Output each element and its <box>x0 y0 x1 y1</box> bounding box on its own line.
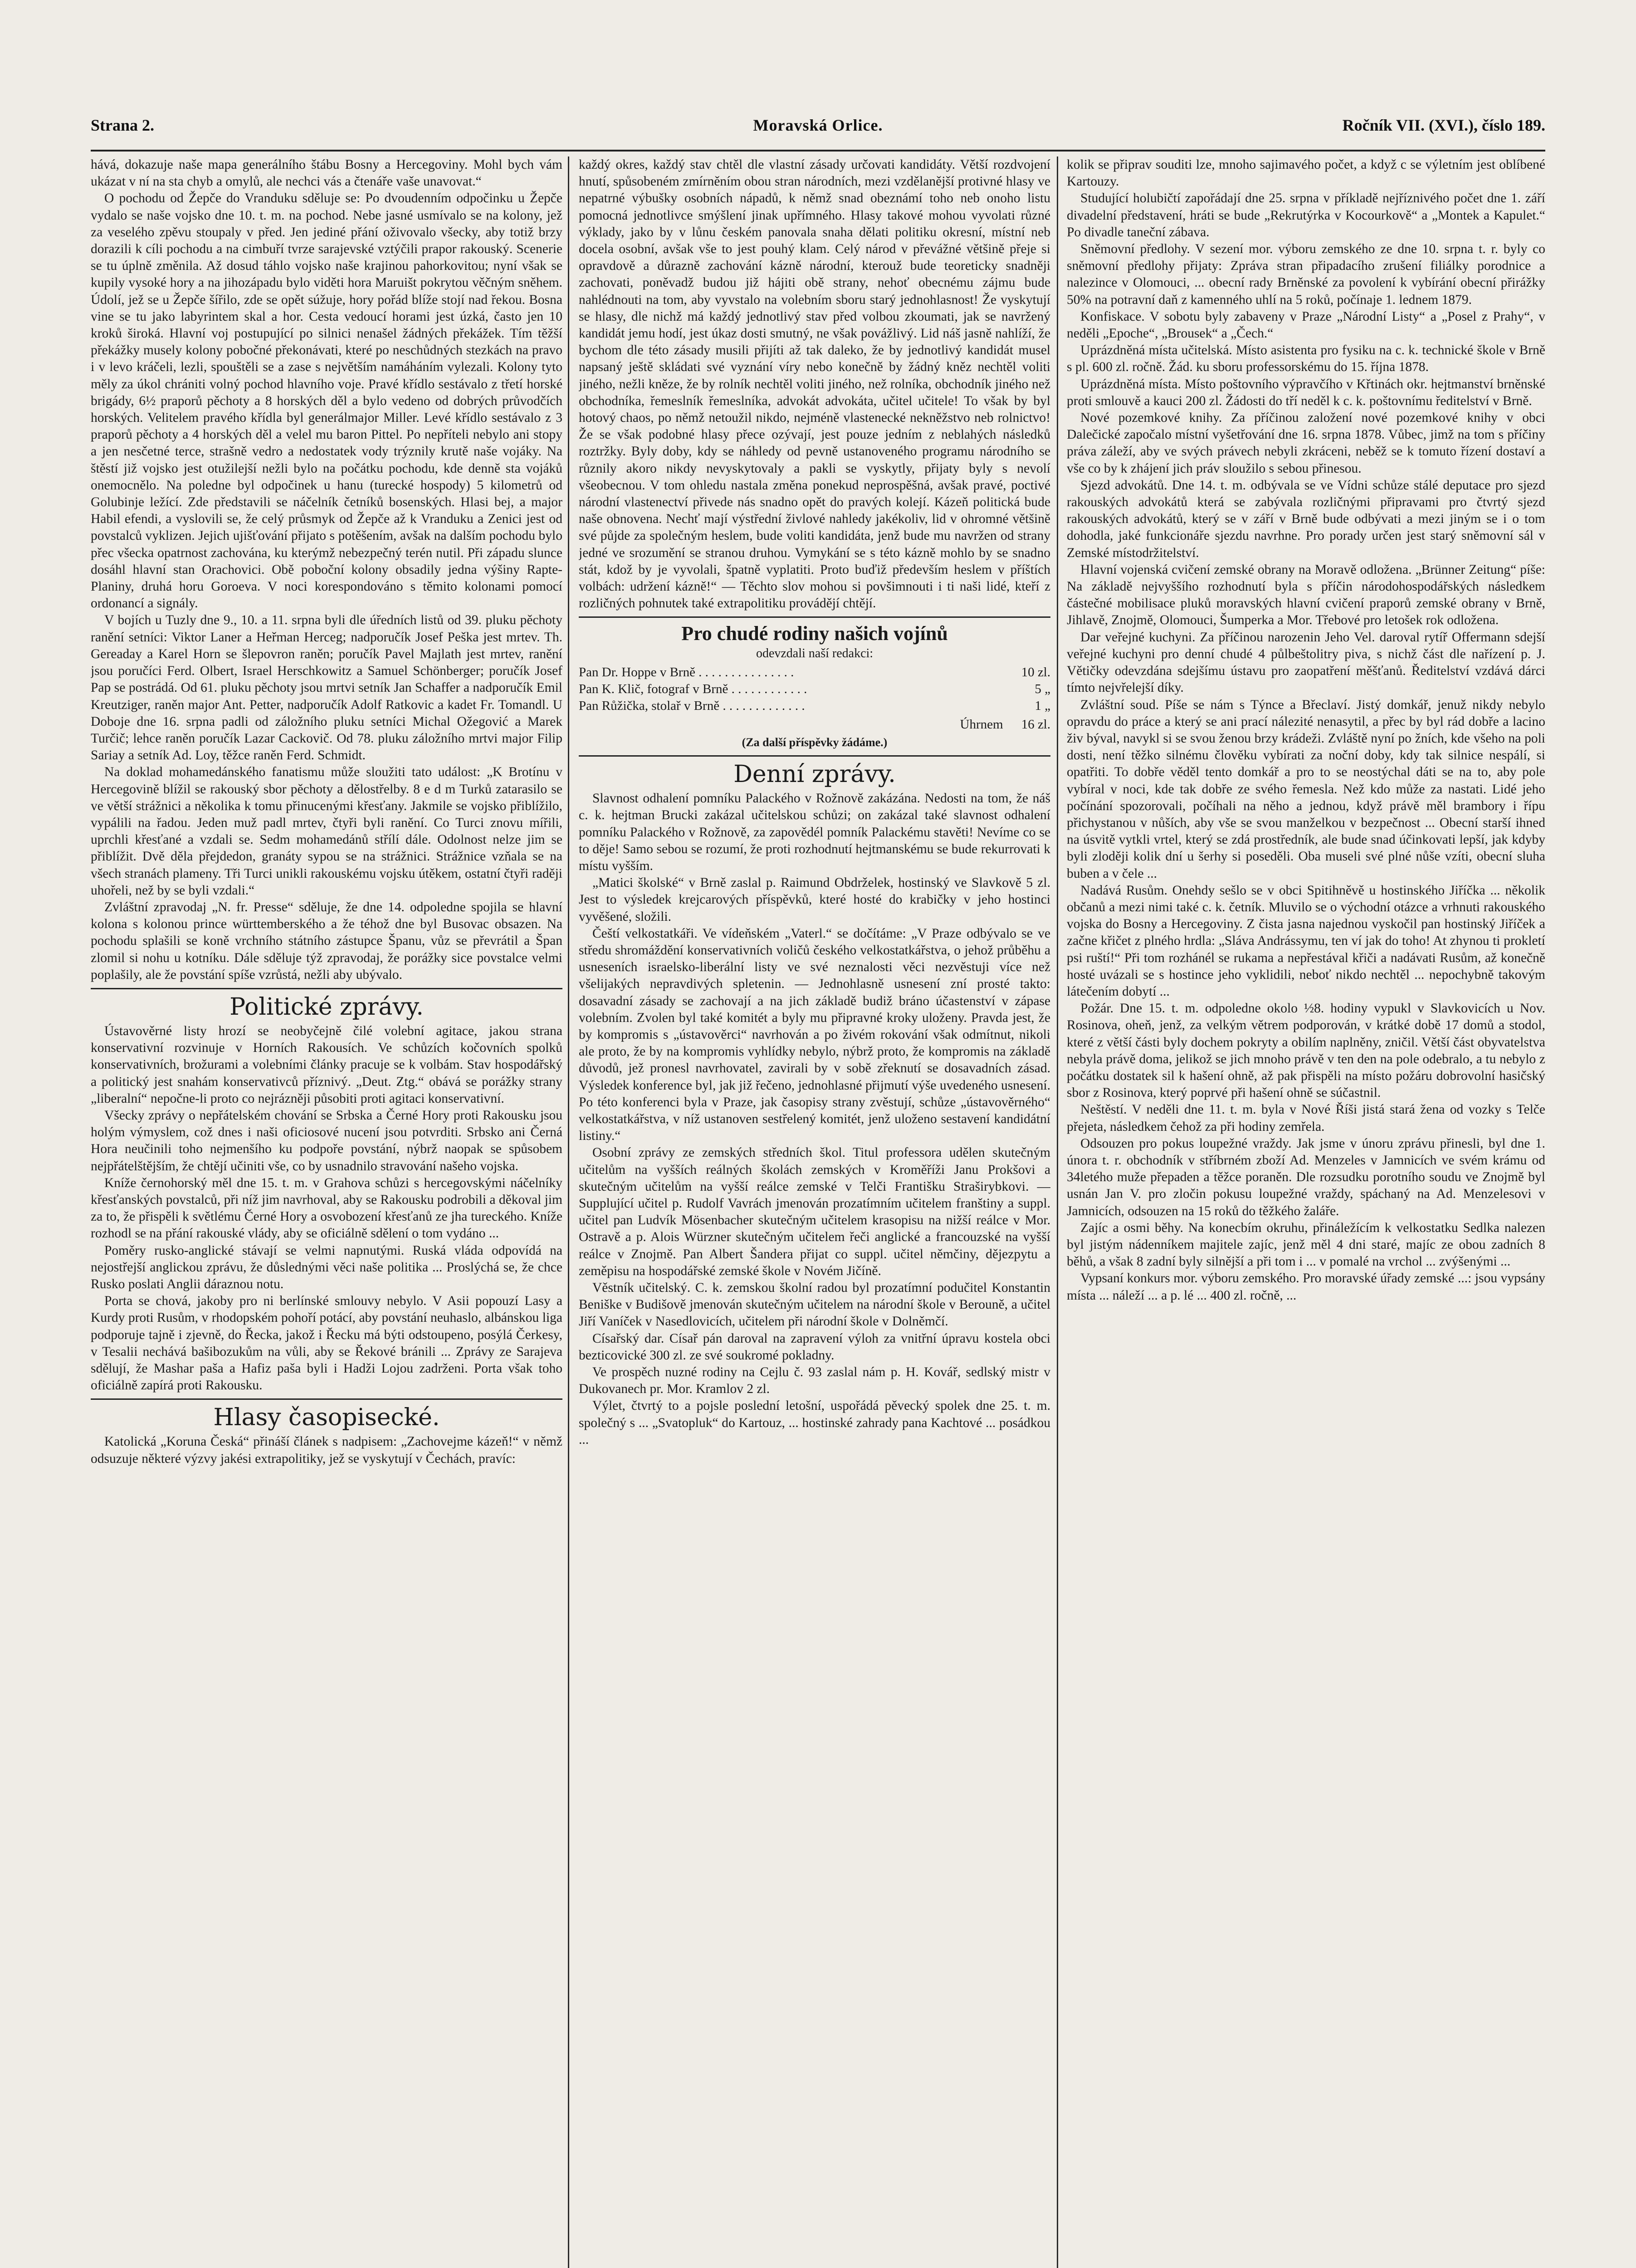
paragraph: Čeští velkostatkáři. Ve vídeňském „Vaterl.“ se dočítáme: „V Praze odbývalo se ve středu shromáždění konservativních voličů českého velkostatkářstva, o jehož průběhu a usneseních israelsko-liberální listy ve své neznalosti věci nezvěstuji více než všelijakých nepravdivých spletenin. — Jednohlasně usnesení zní prosté takto: dosavadní zásady se zachovají a na jich základě budiž bráno účastenství v zápase volebním. Zvolen byl také komitét a byly mu připravné kroky uloženy. Pravda jest, že by kompromis s „ústavověrci“ navrhován a po živém rokování však odmítnut, nikoli ale proto, že by na kompromis vyhlídky nebylo, nýbrž proto, že kompromis na základě důvodů, jež pronesl navrhovatel, zavirali by v sobě zřeknutí se dosavadních zásad. Výsledek konference byl, jak již řečeno, jednohlasné přijmutí výše uvedeného usnesení. Po této konferenci byla v Praze, jak časopisy strany zvěstují, schůze „ústavověrného“ velkostatkářstva, v níž ustanoven sestřelený komitét, jenž uloženo sestavení kandidátní listiny.“ <box>579 926 1050 1144</box>
section-heading-denni: Denní zprávy. <box>733 761 896 788</box>
paragraph: Požár. Dne 15. t. m. odpoledne okolo ½8. hodiny vypukl v Slavkovicích u Nov. Rosinova, oheň, jenž, za velkým větrem podporován, v krátké době 17 domů a stodol, které z větší části byly dochem pokryty a obilím naplněny, zničil. Větší část obyvatelstva nebyla právě doma, jelikož se jich mnoho právě v ten den na pole odebralo, a tu nebylo z počátku dostatek sil k hašení ohně, až pak přispěli na místo požáru dobrovolní hasičský sbor z Rosinova, který poprvé při hašení ohně se súčastnil. <box>1067 1001 1545 1100</box>
paragraph: Katolická „Koruna Česká“ přináší článek s nadpisem: „Zachovejme kázeň!“ v němž odsuzuje některé výzvy jakési extrapolitiky, jež se vyskytují v Čechách, pravíc: <box>91 1434 562 1466</box>
paragraph: Porta se chová, jakoby pro ni berlínské smlouvy nebylo. V Asii popouzí Lasy a Kurdy proti Rusům, v rhodopském pohoří potácí, aby povstání neuhaslo, albánskou liga podporuje tajně i zjevně, do Řecka, jakož i Řecku má býti odstoupeno, posýlá Čerkesy, v Tesalii nechává bašibozukům na vůli, aby se Řekové bránili ... Zprávy ze Sarajeva sdělují, že Mashar paša a Hafiz paša byli i Hadži Lojou zadrženi. Porta však toho oficiálně zapírá proti Rakousku. <box>91 1294 562 1393</box>
section-rule <box>91 988 562 989</box>
paragraph: Zvláštní zpravodaj „N. fr. Presse“ sděluje, že dne 14. odpoledne spojila se hlavní kolona s kolonou prince württemberského a že téhož dne byl Busovac obsazen. Na pochodu splašili se koně vrchního státního zástupce Španu, vůz se převrátil a Špan zlomil si nohu u kotníku. Dále sděluje týž zpravodaj, že porážky sice povstalce velmi poplašily, ale že povstání spíše vzrůstá, nežli aby ubývalo. <box>91 899 562 982</box>
paragraph: Věstník učitelský. C. k. zemskou školní radou byl prozatímní podučitel Konstantin Beniške v Budišově jmenován skutečným učitelem na národní škole v Berouně, a učitel Jiří Vaníček v Nasedlovicích, učitelem při národní škole v Dolněmčí. <box>579 1280 1050 1329</box>
paragraph: hává, dokazuje naše mapa generálního štábu Bosny a Hercegoviny. Mohl bych vám ukázat v ní na sta chyb a omylů, ale nechci vás a čtenáře vaše unavovat.“ <box>91 157 562 189</box>
paragraph: Hlavní vojenská cvičení zemské obrany na Moravě odložena. „Brünner Zeitung“ píše: Na základě nejvyššího rozhodnutí byla s příčin národohospodářských následkem částečné mobilisace pluků moravských hlavní cvičení praporů zemské obrany v Brně, Jihlavě, Znojmě, Olomouci, Šumperka a Mor. Třebové pro letošek rok odložena. <box>1067 562 1545 628</box>
column-divider <box>568 156 569 2268</box>
donation-row <box>579 698 1050 714</box>
paragraph: Vypsaní konkurs mor. výboru zemského. Pro moravské úřady zemské ...: jsou vypsány místa ... náleží ... a p. lé ... 400 zl. ročně, ... <box>1067 1271 1545 1303</box>
paragraph: Osobní zprávy ze zemských středních škol. Titul professora udělen skutečným učitelům na vyšších reálných školách zemských v Kroměříži Janu Prokšovi a skutečným učitelům na vyšší reálce zemské v Telči Františku Straširybkovi. — Supplující učitel p. Rudolf Vavrách jmenován prozatímním učitelem franštiny a suppl. učitel pan Ludvík Mösenbacher skutečným učitelem krasopisu na nižší reálce v Mor. Ostravě a p. Alois Würzner skutečným učitelem řeči anglické a francouzské na vyšší reálce v Znojmě. Pan Albert Šandera přijat co suppl. učitel němčiny, dějezpytu a zeměpisu na hospodářské zemské škole v Novém Jičíně. <box>579 1145 1050 1278</box>
section-heading-hlasy: Hlasy časopisecké. <box>213 1404 440 1432</box>
paragraph: Neštěstí. V neděli dne 11. t. m. byla v Nové Říši jistá stará žena od vozky s Telče přejeta, následkem čehož za při hodiny zemřela. <box>1067 1102 1545 1134</box>
paragraph: Na doklad mohamedánského fanatismu může sloužiti tato událost: „K Brotínu v Hercegovině blížil se rakouský sbor pěchoty a dělostřelby. 8 e d m Turků zatarasilo se ve větší strážnici a několika k tomu přinucenými křesťany. Jakmile se vojsko přiblížilo, vypálili na řadou. Jeden muž padl mrtev, čtyři byli ranění. Co Turci znovu mířili, uprchli křesťané a vzdali se. Sedm mohamedánů střílí dále. Odolnost nelze jim se přiblížit. Dvě děla přejdedon, granáty sypou se na strážnici. Strážnice vzňala se na všech stranách plameny. Tři Turci unikli rakouskému vojsku útěkem, ostatní čtyři raději uhořeli, než by se byli vzdali.“ <box>91 765 562 898</box>
paragraph: Kníže černohorský měl dne 15. t. m. v Grahova schůzi s hercegovskými náčelníky křesťanských povstalců, při níž jim navrhoval, aby se Rakousku podrobili a děkoval jim za to, že přispěli k světlému Černé Hory a osvobození křesťanů ze jha tureckého. Kníže rozhodl se na přání rakouské vlády, aby se oficiálně sdělení o tom vydáno ... <box>91 1175 562 1241</box>
paragraph: Slavnost odhalení pomníku Palackého v Rožnově zakázána. Nedosti na tom, že náš c. k. hejtman Brucki zakázal učitelskou schůzi; on zakázal také slavnost odhalení pomníku Palackého v Rožnově, za zapovědél pomník Palackému stavěti! Nevíme co se to děje! Samo sebou se rozumí, že proti rozhodnutí hejtmanskému se bude rekurrovati k místu vyšším. <box>579 791 1050 873</box>
paragraph: Nové pozemkové knihy. Za příčinou založení nové pozemkové knihy v obci Dalečické započalo místní vyšetřování dne 16. srpna 1878. Vůbec, jimž na tom s příčiny práva záleží, aby ve svých právech nebyli zkráceni, neběž se k tomuto řízení dostaví a vše co by k zhájení jich práv sloužilo s sebou přinesou. <box>1067 411 1545 476</box>
paragraph: kolik se připrav souditi lze, mnoho sajimavého počet, a když c se výletním jest oblíbené Kartouzy. <box>1067 157 1545 189</box>
donations-total <box>579 716 1050 733</box>
section-rule <box>579 755 1050 757</box>
donation-amount: 10 zl. <box>1021 665 1050 679</box>
paragraph: Výlet, čtvrtý to a pojsle poslední letošní, uspořádá pěvecký spolek dne 25. t. m. společný s ... „Svatopluk“ do Kartouz, ... hostinské zahrady pana Kachtové ... posádkou ... <box>579 1398 1050 1447</box>
donation-row <box>579 681 1050 698</box>
column-divider <box>1057 156 1058 2268</box>
paragraph: Nadává Rusům. Onehdy sešlo se v obci Spitihněvě u hostinského Jiříčka ... několik občanů a mezi nimi také c. k. četník. Mluvilo se o východní otázce a vrhnuti rakouského vojska do Bosny a Hercegoviny. Z čista jasna najednou vyskočil pan hostinský Jiříček a začne křičet z plného hrdla: „Sláva Andrássymu, ten ví jak do toho! At zhynou ti prokletí psi ruští!“ Při tom rozhánél se rukama a nepřestával křiči a nadávati Rusům, až konečně hosté uvázali se s hostince jeho vyklidili, neboť nikdo nechtěl ... nepochybně takovým látečením dobytí ... <box>1067 883 1545 999</box>
donation-amount: 1 „ <box>1035 698 1050 713</box>
column-1 <box>91 156 562 2268</box>
section-heading-politicke: Politické zprávy. <box>230 993 424 1021</box>
donor-name: Pan Dr. Hoppe v Brně . . . . . . . . . . . . . . . <box>579 665 794 679</box>
page-number: Strana 2. <box>91 116 155 134</box>
paragraph: Všecky zprávy o nepřátelském chování se Srbska a Černé Hory proti Rakousku jsou holým výmyslem, což dnes i naši oficiosové nucení jsou potvrditi. Srbsko ani Černá Hora neučinili toho nejmenšího ku podpoře povstání, nýbrž naopak se spůsobem nejpřátelštějším, že chtějí učiniti vše, co by usnadnilo stravování našeho vojska. <box>91 1108 562 1173</box>
donation-row <box>579 664 1050 681</box>
paragraph: Ústavověrné listy hrozí se neobyčejně čilé volební agitace, jakou strana konservativní rozvinuje v Horních Rakousích. Ve schůzích kočovních spolků konservativních, brožurami a volebními články pracuje se k volbám. Stav hospodářský a politický jest snahám konservativců příznivý. „Deut. Ztg.“ obává se porážky strany „liberalní“ nepočne-li proto co nejrázněji působiti proti agitaci konservativní. <box>91 1023 562 1106</box>
paragraph: Ve prospěch nuzné rodiny na Cejlu č. 93 zaslal nám p. H. Kovář, sedlský mistr v Dukovanech pr. Mor. Kramlov 2 zl. <box>579 1365 1050 1397</box>
page-header <box>91 116 1545 147</box>
donation-amount: 5 „ <box>1035 681 1050 696</box>
paragraph: Uprázdněná místa. Místo poštovního výpravčího v Křtinách okr. hejtmanství brněnské proti smlouvě a kauci 200 zl. Žádosti do tří neděl k c. k. poštovnímu ředitelství v Brně. <box>1067 376 1545 408</box>
paragraph: Zvláštní soud. Píše se nám s Týnce a Břeclaví. Jistý domkář, jenuž nikdy nebylo opravdu do práce a který se ani prací nálezité nenasytil, a přec by byl rád dobře a lacino živ býval, navykl si se svou ženou brzy krádeži. Zvláště nyní po žních, kde všeho na poli dosti, není těžko silnému člověku vybírati za noční doby, kdy tak silnice nespálí, si opatřiti. To dobře věděl tento domkář a pro to se neostýchal dáti se na to, aby pole vybíral v noci, kde tak dobře ze svého řemesla. Než kdo může za nastati. Lidé jeho počínání spozorovali, počíhali na něho a jednou, když právě měl brambory i řípu přichystanou v nůších, aby vše se svou manželkou v bezpečnost ... Obecní starší ihned na úsvitě vytkli vrtel, který se zdá prostředník, ale bude snad účinkovati lepší, jak kdyby byli zloději kolik dní u šerhy si poseděli. Oba museli své plné nůše vzíti, obecní sluha buben a v čele ... <box>1067 697 1545 881</box>
donor-name: Pan Růžička, stolař v Brně . . . . . . . . . . . . . <box>579 698 805 713</box>
paragraph: Císařský dar. Císař pán daroval na zapravení výloh za vnitřní úpravu kostela obci bezticovické 300 zl. ze své soukromé pokladny. <box>579 1331 1050 1363</box>
paragraph: Konfiskace. V sobotu byly zabaveny v Praze „Národní Listy“ a „Posel z Prahy“, v neděli „Epoche“, „Brousek“ a „Čech.“ <box>1067 309 1545 341</box>
donations-box <box>579 622 1050 751</box>
donations-note: (Za další příspěvky žádáme.) <box>742 735 888 749</box>
paragraph: Odsouzen pro pokus loupežné vraždy. Jak jsme v únoru zprávu přinesli, byl dne 1. února t. r. obchodník v stříbrném zboží Ad. Menzeles v Jamnicích ve svém krámu od 34letého muže přepaden a těžce poraněn. Dle rozsudku porotního soudu ve Znojmě byl usnán Jan V. pro zločin pokusu loupežné vraždy, spáchaný na Ad. Menzelesovi v Jamnicích, odsouzen na 15 roků do těžkého žaláře. <box>1067 1136 1545 1218</box>
column-3 <box>1067 156 1545 2268</box>
header-rule <box>91 150 1545 152</box>
total-label: Úhrnem <box>960 717 1003 732</box>
section-rule <box>91 1398 562 1400</box>
paragraph: O pochodu od Žepče do Vranduku sděluje se: Po dvoudenním odpočinku u Žepče vydalo se naše vojsko dne 10. t. m. na pochod. Nebe jasné usmívalo se na kolony, jež za veselého zpěvu stoupaly v před. Jen jediné přání oživovalo všecky, aby totiž brzy dorazili k cíli pochodu a na cimbuří tvrze sarajevské vztýčili prapor rakouský. Scenerie se tu úplně změnila. Až dosud táhlo vojsko naše krajinou pahorkovitou; nyní však se kupily vysoké hory a na jihozápadu bylo viděti hora Maruišt pokrytou věčným sněhem. Údolí, jež se u Žepče šířilo, zde se opět súžuje, hory pořád blíže stojí nad řekou. Bosna vine se tu jako labyrintem skal a hor. Cesta vedoucí horami jest úzká, často jen 10 kroků široká. Hlavní voj postupující po silnici nenašel žádných překážek. Tím těžší překážky musely kolony pobočné překonávati, které po neschůdných stezkách na pravo i v levo kráčeli, lezli, spouštěli se a zase s největším namáháním vylezali. Kolony tyto měly za úkol chrániti volný pochod hlavního voje. Pravé křídlo sestávalo z třetí horské brigády, 6½ praporů pěchoty a 8 horských děl a bylo vedeno od dobrých průvodčích horských. Velitelem pravého křídla byl generálmajor Miller. Levé křídlo sestávalo z 3 praporů pěchoty a 4 horských děl a velel mu baron Pittel. Po nepříteli nebylo ani stopy a jen nesčetné terce, strašně vedro a nedostatek vody trýznily krutě naše vojáky. Na štěstí již vojsko jest otužilejší nežli bylo na počátku pochodu, kde denně sta vojáků onemocnělo. Na poledne byl odpočinek u hanu (turecké hospody) 5 kilometrů od Golubinje ležící. Zde představili se náčelník četníků bosenských. Hlasi bej, a major Habil efendi, a vyslovili se, že celý průsmyk od Žepče až k Vranduku a Zenici jest od povstalců vyklizen. Jejich ujišťování přijato s potěšením, avšak na dalším pochodu bylo přec všecka opatrnost zachována, ku kterýmž nebezpečný terén nutil. Při západu slunce dosáhl hlavní stan Orachovici. Obě poboční kolony obsadily jedna výšiny Rapte-Planiny, druhá horu Goroeva. V noci korespondováno s těmito kolonami pomocí ordonancí a signály. <box>91 191 562 611</box>
donor-name: Pan K. Klič, fotograf v Brně . . . . . . . . . . . . <box>579 681 807 696</box>
masthead-title: Moravská Orlice. <box>753 116 883 134</box>
paragraph: Studující holubičtí zapořádají dne 25. srpna v příkladě nejříznivého počet dne 1. září divadelní představení, hráti se bude „Rekrutýrka v Kocourkově“ a „Montek a Kapulet.“ Po divadle taneční zábava. <box>1067 191 1545 240</box>
paragraph: Dar veřejné kuchyni. Za příčinou narozenin Jeho Vel. daroval rytíř Offermann sdejší veřejné kuchyni pro denní chudé 4 půlbeštolitry piva, s nichž část dle nařízení p. J. Větičky odevzdána sdejšímu ústavu pro zaopatření měšťanů. Ředitelství vzdává dárci tímto nejvřelejší díky. <box>1067 630 1545 695</box>
volume-issue: Ročník VII. (XVI.), číslo 189. <box>1342 116 1545 134</box>
paragraph: Sjezd advokátů. Dne 14. t. m. odbývala se ve Vídni schůze stálé deputace pro sjezd rakouských advokátů která se zabývala rozličnými připravami pro čtvrtý sjezd rakouských advokátů, který se v září v Brně bude odbývati a mezi jiným se i o tom dohodla, jaké funkcionáře sjezdu navrhne. Pro porady určen jest starý sněmovní sál v Zemské místodržitelství. <box>1067 478 1545 560</box>
paragraph: každý okres, každý stav chtěl dle vlastní zásady určovati kandidáty. Větší rozdvojení hnutí, spůsobeném zmírněním obou stran národních, mezi vzdělanější protivné hlasy ve nepatrné výbušky osobních nápadů, k němž snad obeznámí toho neb onoho listu pomocná jednotlivce smýšlení jinak upřímného. Hlasy takové mohou vyvolati různé výklady, jako by v lůnu českém panovala snaha dělati politiku okresní, místní neb docela osobní, avšak vše to jest pouhý klam. Celý národ v převážné většině přeje si opravdově a důrazně zachování kázně národní, kterouž bude teoreticky snadněji zachovati, poněvadž budou již hájiti obě strany, nehoť obecnému zájmu bude nahlédnouti na tom, aby vyvstalo na volebním sboru starý jednohlasnost! Že vyskytují se hlasy, dle nichž má každý jednotlivý stav před volbou zkoumati, jak se navržený kandidát jemu hodí, jest úkaz dosti smutný, ne však povážlivý. Lid náš jasně nahlíží, že bychom dle této zásady musili přijíti až tak daleko, že by jednotlivý kandidát musel napsaný ještě skládati své vyznání víry nebo konečně by žádný kněz nechtěl voliti jiného, nežli kněze, že by rolník nechtěl voliti jiného, než rolníka, obchodník jiného než obchodníka, řemeslník řemeslníka, advokát advokáta, učitel učitele! To však by byl hotový chaos, po němž netoužil nikdo, nejméně vlastenecké nekněžstvo neb rolnictvo! Že se však podobné hlasy přece ozývají, jest pouze jedním z neblahých následků roztržky. Byly doby, kdy se náhledy od pevně ustanoveného programu národního se různily akoro nikdy nevyskytovaly a pakli se vyskytly, přijaty byly s nevolí všeobecnou. V tom ohledu nastala změna ponekud neprospěšná, avšak pravé, poctivé národní vlastenectví přivede nás snadno opět do pravých kolejí. Kázeň politická bude naše obnovena. Nechť mají výstřední živlové nahledy jakékoliv, lid v ohromné většině své půjde za společným heslem, bude voliti kandidáta, jenž bude mu navržen od strany jedné ve srozumění se stranou druhou. Vymykání se s této kázně mohlo by se snadno stát, kdož by je vyvolali, špatně vyplatiti. Proto buďiž především heslem v příštích volbách: udržení kázně!“ — Těchto slov mohou si povšimnouti i ti naši lidé, kteří z rozličných pohnutek také extrapolitiku provádějí chtějí. <box>579 157 1050 611</box>
total-amount: 16 zl. <box>1021 717 1050 732</box>
paragraph: V bojích u Tuzly dne 9., 10. a 11. srpna byli dle úředních listů od 39. pluku pěchoty ranění setníci: Viktor Laner a Heřman Herceg; nadporučík Josef Peška jest mrtev. Th. Gereaday a Karel Horn se šlepovron raněn; poručík Pavel Majlath jest mrtev, ranění jsou poručíci Ferd. Olbert, Israel Herschkowitz a Samuel Schönberger; poručík Josef Pap se postrádá. Od 61. pluku pěchoty jsou mrtvi setník Jan Schaffer a nadporučík Emil Kreutziger, raněn major Ant. Petter, nadporučík Adolf Ratkovic a kadet Fr. Tomandl. U Doboje dne 16. srpna padli od záložního pluku setníci Michal Ožegović a Marek Turčič; lehce raněn poručík Lazar Cackovič. Od 78. pluku záložního mrtvi major Filip Sariay a setník Ad. Loy, těžce raněn Ferd. Schmidt. <box>91 613 562 763</box>
paragraph: Poměry rusko-anglické stávají se velmi napnutými. Ruská vláda odpovídá na nejostřejší anglickou zprávu, že důslednými věci naše politika ... Proslýchá se, že chce Rusko poslati Anglii dáraznou notu. <box>91 1243 562 1291</box>
section-rule <box>579 616 1050 618</box>
donations-subtitle: odevzdali naší redakci: <box>756 646 874 661</box>
paragraph: Sněmovní předlohy. V sezení mor. výboru zemského ze dne 10. srpna t. r. byly co sněmovní předlohy přijaty: Zpráva stran připadacího zrušení filiálky porodnice a nalezince v Olomouci, ... obecní rady Brněnské za povolení k vybírání obecní přirážky 50% na potravní daň z kamenného uhlí na 5 roků, počínaje 1. lednem 1879. <box>1067 242 1545 307</box>
column-2 <box>579 156 1050 2268</box>
donations-title: Pro chudé rodiny našich vojínů <box>681 622 948 645</box>
paragraph: Uprázdněná místa učitelská. Místo asistenta pro fysiku na c. k. technické škole v Brně s pl. 600 zl. ročně. Žád. ku sboru professorskému do 15. října 1878. <box>1067 343 1545 375</box>
paragraph: Zajíc a osmi běhy. Na konecbím okruhu, přináležícím k velkostatku Sedlka nalezen byl jistým nádenníkem majitele zajíc, jenž měl 4 dni staré, majíc ze obou zadních 8 běhů, a však 8 zadní byly silnější a při tom i ... v pomalé na vrchol ... zvýšenými ... <box>1067 1220 1545 1269</box>
paragraph: „Matici školské“ v Brně zaslal p. Raimund Obdrželek, hostinský ve Slavkově 5 zl. Jest to výsledek krejcarových příspěvků, které hosté do krabičky v jeho hostinci vyvěšené, složili. <box>579 875 1050 924</box>
